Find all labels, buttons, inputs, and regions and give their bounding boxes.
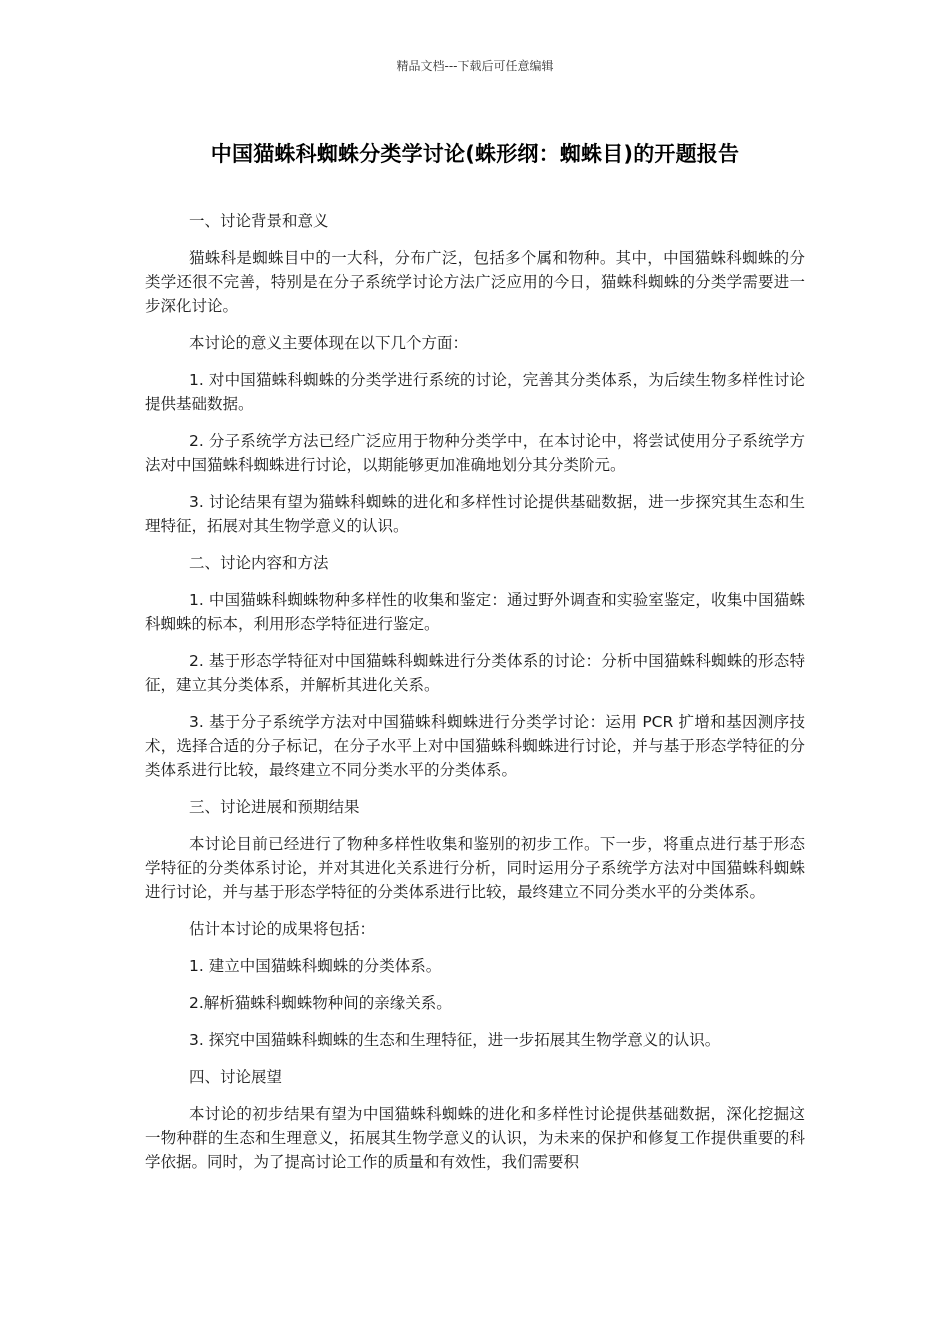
header-note: 精品文档---下载后可任意编辑 <box>396 59 554 73</box>
list-item-result-2: 2.解析猫蛛科蜘蛛物种间的亲缘关系。 <box>189 994 452 1012</box>
section-heading-progress: 三、讨论进展和预期结果 <box>189 798 360 816</box>
list-item-significance-3: 3. 讨论结果有望为猫蛛科蜘蛛的进化和多样性讨论提供基础数据，进一步探究其生态和生理特征，拓展对其生物学意义的认识。 <box>145 493 805 535</box>
document-title: 中国猫蛛科蜘蛛分类学讨论(蛛形纲：蜘蛛目)的开题报告 <box>210 142 740 166</box>
list-item-method-2: 2. 基于形态学特征对中国猫蛛科蜘蛛进行分类体系的讨论：分析中国猫蛛科蜘蛛的形态特征，建立其分类体系，并解析其进化关系。 <box>145 652 805 694</box>
section-heading-outlook: 四、讨论展望 <box>189 1068 283 1086</box>
paragraph-outlook: 本讨论的初步结果有望为中国猫蛛科蜘蛛的进化和多样性讨论提供基础数据，深化挖掘这一物种群的生态和生理意义，拓展其生物学意义的认识，为未来的保护和修复工作提供重要的科学依据。同时，为了提高讨论工作的质量和有效性，我们需要积 <box>145 1105 805 1171</box>
list-item-significance-2: 2. 分子系统学方法已经广泛应用于物种分类学中，在本讨论中，将尝试使用分子系统学方法对中国猫蛛科蜘蛛进行讨论，以期能够更加准确地划分其分类阶元。 <box>145 432 805 474</box>
list-item-significance-1: 1. 对中国猫蛛科蜘蛛的分类学进行系统的讨论，完善其分类体系，为后续生物多样性讨论提供基础数据。 <box>145 371 805 413</box>
list-item-method-1: 1. 中国猫蛛科蜘蛛物种多样性的收集和鉴定：通过野外调查和实验室鉴定，收集中国猫蛛科蜘蛛的标本，利用形态学特征进行鉴定。 <box>145 591 805 633</box>
paragraph-significance-intro: 本讨论的意义主要体现在以下几个方面： <box>189 334 469 352</box>
paragraph-progress: 本讨论目前已经进行了物种多样性收集和鉴别的初步工作。下一步，将重点进行基于形态学特征的分类体系讨论，并对其进化关系进行分析，同时运用分子系统学方法对中国猫蛛科蜘蛛进行讨论，并与基于形态学特征的分类体系进行比较，最终建立不同分类水平的分类体系。 <box>145 835 805 901</box>
list-item-result-3: 3. 探究中国猫蛛科蜘蛛的生态和生理特征，进一步拓展其生物学意义的认识。 <box>189 1031 721 1049</box>
section-heading-background: 一、讨论背景和意义 <box>189 212 329 230</box>
list-item-method-3: 3. 基于分子系统学方法对中国猫蛛科蜘蛛进行分类学讨论：运用 PCR 扩增和基因测序技术，选择合适的分子标记，在分子水平上对中国猫蛛科蜘蛛进行讨论，并与基于形态学特征的分类体系进行比较，最终建立不同分类水平的分类体系。 <box>145 713 805 779</box>
document-body <box>145 209 805 1187</box>
paragraph-expected-intro: 估计本讨论的成果将包括： <box>189 920 376 938</box>
list-item-result-1: 1. 建立中国猫蛛科蜘蛛的分类体系。 <box>189 957 442 975</box>
paragraph-background: 猫蛛科是蜘蛛目中的一大科，分布广泛，包括多个属和物种。其中，中国猫蛛科蜘蛛的分类学还很不完善，特别是在分子系统学讨论方法广泛应用的今日，猫蛛科蜘蛛的分类学需要进一步深化讨论。 <box>145 249 805 315</box>
section-heading-content-methods: 二、讨论内容和方法 <box>189 554 329 572</box>
